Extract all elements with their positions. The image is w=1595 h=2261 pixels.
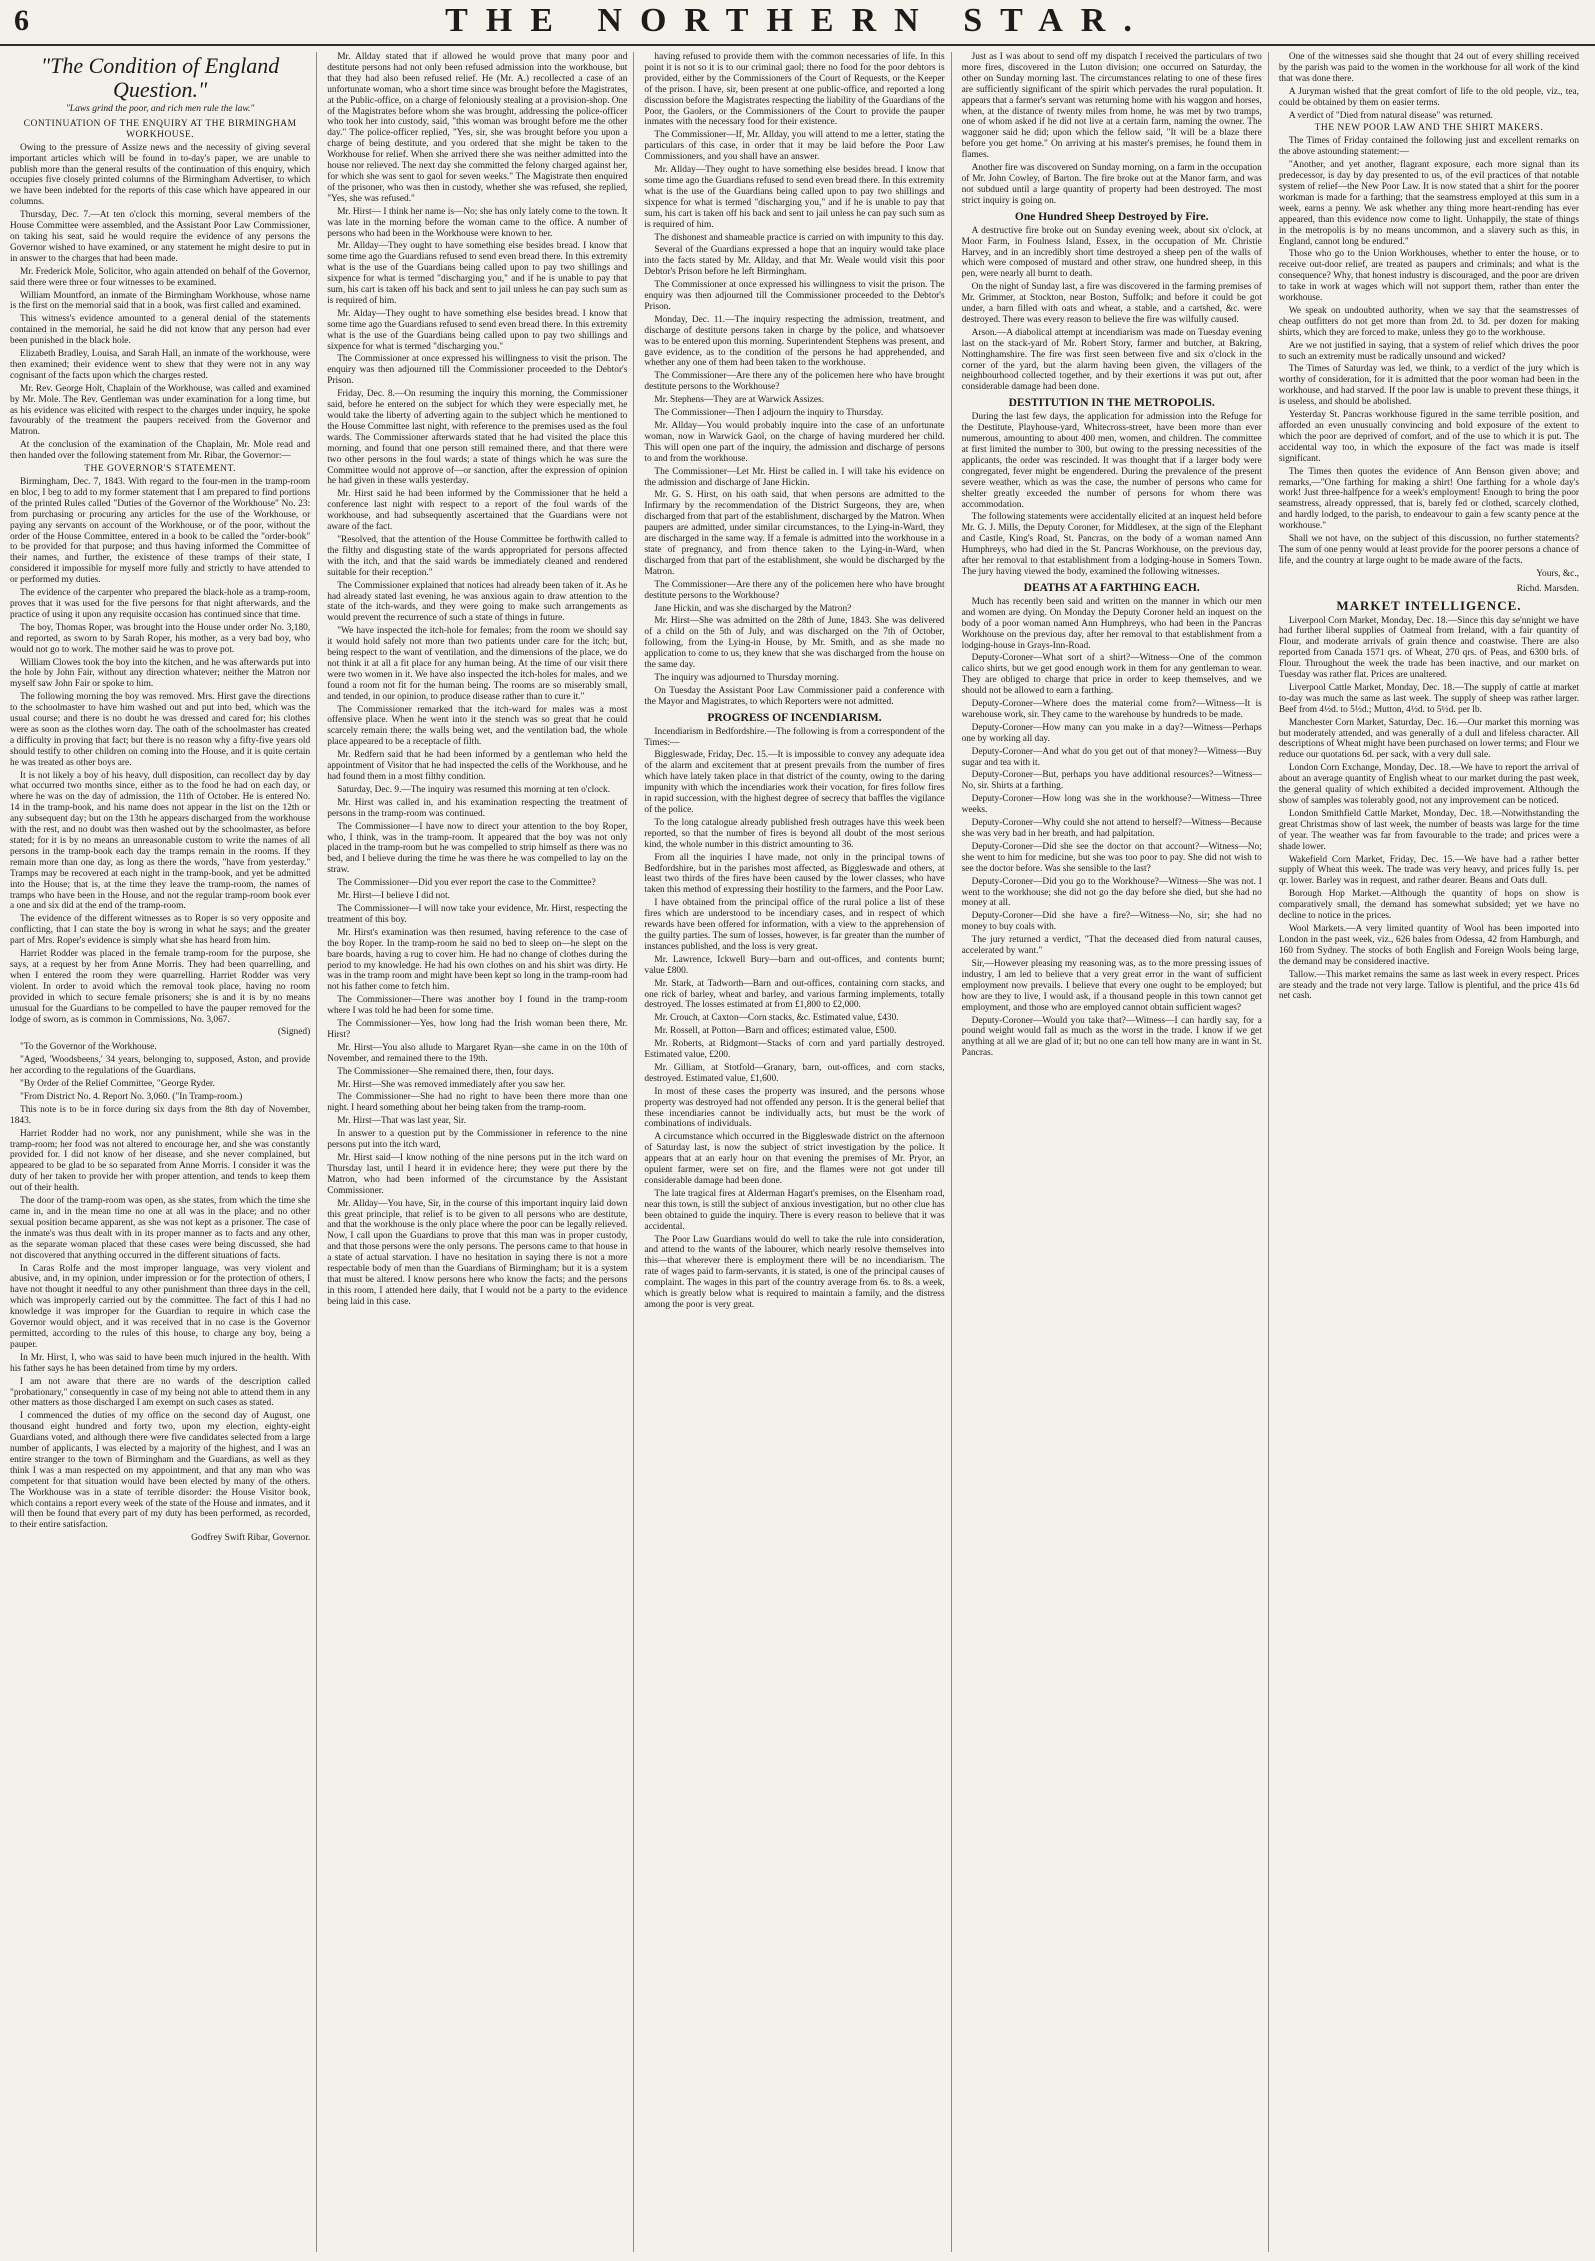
paragraph: London Corn Exchange, Monday, Dec. 18.—We have to report the arrival of about an average quantity of English wheat to our market during the past week, the general quality of which exhibited a decided improvement. Although the show of samples was tolerably good, not any improvement can be noticed. <box>1278 763 1580 806</box>
paragraph: The Commissioner explained that notices had already been taken of it. As he had already stated last evening, he was anxious again to draw attention to the state of the itch-wards, and they were going to make such arrangements as would prevent the recurrence of such a state of things in future. <box>327 580 628 624</box>
paragraph: Just as I was about to send off my dispatch I received the particulars of two more fires, discovered in the Luton division; one occurred on Saturday, the other on Sunday morning last. The circumstances relating to one of these fires are sufficiently significant of the spirit which pervades the rural population. It appears that a farmer's servant was returning home with his waggon and horses, when, at the distance of twenty miles from home, he was met by two tramps, one of whom asked if he did not live at a certain farm, naming the owner. The waggoner said he did; upon which the fellow said, "It will be a blaze there before you get home." On arriving at his master's premises, he found them in flames. <box>961 52 1262 161</box>
paragraph: The Commissioner at once expressed his willingness to visit the prison. The enquiry was then adjourned till the Commissioner proceeded to the Debtor's Prison. <box>644 280 945 312</box>
paragraph: The Poor Law Guardians would do well to take the rule into consideration, and attend to the wants of the labourer, which nearly resolve themselves into this—that wherever there is employment there will be no incendiarism. The rate of wages paid to farm-servants, it is stated, is one of the principal causes of complaint. The wages in this part of the country average from 6s. to 8s. a week, which is greatly below what is required to maintain a family, and the distress among the poor is very great. <box>644 1234 945 1310</box>
paragraph: Tallow.—This market remains the same as last week in every respect. Prices are steady and the trade not very large. Tallow is plentiful, and the price 41s 6d net cash. <box>1278 969 1580 1002</box>
paragraph: "Aged, 'Woodsbeens,' 34 years, belonging to, supposed, Aston, and provide her according to the regulations of the Guardians. <box>10 1055 311 1077</box>
paragraph: A circumstance which occurred in the Biggleswade district on the afternoon of Saturday last, is now the subject of strict investigation by the police. It appears that at an early hour on that evening the premises of Mr. Pryor, an opulent farmer, were set on fire, and the flames were not got under till considerable damage had been done. <box>644 1132 945 1186</box>
paragraph: A verdict of "Died from natural disease" was returned. <box>1288 110 1494 121</box>
paragraph: Deputy-Coroner—Where does the material come from?—Witness—It is warehouse work, sir. They came to the warehouse by hundreds to be made. <box>961 699 1262 720</box>
paragraph: To the long catalogue already published fresh outrages have this week been reported, so that the number of fires is beyond all doubt of the most serious kind, the whole number in this district amounting to 36. <box>644 817 945 850</box>
paragraph: Another fire was discovered on Sunday morning, on a farm in the occupation of Mr. John Cowley, of Barton. The fire broke out at the Manor farm, and was not subdued until a large quantity of property had been destroyed. The most strict inquiry is going on. <box>961 163 1262 206</box>
paragraph: Incendiarism in Bedfordshire.—The following is from a correspondent of the Times:— <box>644 726 945 748</box>
paragraph: William Mountford, an inmate of the Birmingham Workhouse, whose name is the first on the memorial said that in a book, was first called and examined. <box>10 290 311 312</box>
paragraph: Mr. Rossell, at Potton—Barn and offices; estimated value, £500. <box>654 1026 897 1037</box>
paragraph: Several of the Guardians expressed a hope that an inquiry would take place into the facts stated by Mr. Allday, and that Mr. Weale would visit this poor Debtor's Prison before he left Birmingham. <box>644 245 945 278</box>
paragraph: The Commissioner—Are there any of the policemen here who have brought destitute persons to the Workhouse? <box>644 579 945 601</box>
paragraph: I commenced the duties of my office on the second day of August, one thousand eight hundred and forty two, upon my election, eighty-eight Guardians voted, and although there were five candidates selected from a large number of applicants, I was elected by a majority of the highest, and I was an entire stranger to the town of Birmingham and the Guardians, as well as they think I was a man respected on my appointment, and that any man who was competent for that situation would have been elected by many of the others. The Workhouse was in a state of terrible disorder: the House Visitor book, which contains a report every week of the state of the House and inmates, and it will then be found that every part of my duty has been performed, as recorded, to their entire satisfaction. <box>10 1411 311 1531</box>
paragraph: The Commissioner remarked that the itch-ward for males was a most offensive place. When he went into it the stench was so great that he could scarcely remain there; the walls being wet, and the ventilation bad, the whole place appeared to be a receptacle of filth. <box>327 704 628 748</box>
article-heading: One Hundred Sheep Destroyed by Fire. <box>1014 210 1209 223</box>
paragraph: "From District No. 4. Report No. 3,060. ("In Tramp-room.) <box>20 1091 243 1102</box>
paragraph: This witness's evidence amounted to a general denial of the statements contained in the memorial, he said he did not know that any person had ever been punished in the black hole. <box>10 314 311 347</box>
paragraph: "We have inspected the itch-hole for females; from the room we should say it would hold safely not more than two patients under care for the itch; but, being respect to the want of ventilation, and the dimensions of the place, we do not think it at all a fit place for any human being. At the time of our visit there were two women in it. We have also inspected the itch-holes for males, and we found a room not fit for the human being. The rooms are so miserably small, and tended, in our opinion, to produce disease rather than to cure it." <box>327 626 628 702</box>
paragraph: "By Order of the Relief Committee, "George Ryder. <box>20 1079 215 1090</box>
column-1 <box>10 52 317 2252</box>
paragraph: The Commissioner—If, Mr. Allday, you will attend to me a letter, stating the particulars of this case, in order that it may be laid before the Poor Law Commissioners, and you shall have an answer. <box>644 130 945 163</box>
page-number: 6 <box>14 4 29 37</box>
paragraph: One of the witnesses said she thought that 24 out of every shilling received by the parish was paid to the women in the workhouse for all work of the kind that was done there. <box>1278 52 1580 84</box>
paragraph: Mr. Hirst—She was removed immediately after you saw her. <box>337 1079 566 1090</box>
paragraph: Mr. Hirst said—I know nothing of the nine persons put in the itch ward on Thursday last, until I heard it in evidence here; they were put there by the Matron, who had been informed of the circumstance by the Assistant Commissioner. <box>327 1153 628 1196</box>
paragraph: "Resolved, that the attention of the House Committee be forthwith called to the filthy and disgusting state of the wards appropriated for persons affected with the itch, and that the said wards be immediately cleaned and rendered suitable for their reception." <box>327 534 628 578</box>
paragraph: Much has recently been said and written on the manner in which our men and women are dying. On Monday the Deputy Coroner held an inquest on the body of a poor woman named Ann Humphreys, who had been in the Pancras Workhouse on the previous day, after her removal to that establishment from a lodging-house in Grays-Inn-Road. <box>961 596 1262 651</box>
paragraph: We speak on undoubted authority, when we say that the seamstresses of cheap outfitters do not get more than from 2d. to 3d. per dozen for making shirts, which they are forced to make, unless they go to the workhouse. <box>1278 305 1580 338</box>
paragraph: Mr. Hirst—You also allude to Margaret Ryan—she came in on the 10th of November, and remained there to the 19th. <box>327 1042 628 1064</box>
paragraph: The boy, Thomas Roper, was brought into the House under order No. 3,180, and reported, as sworn to by Sarah Roper, his mother, as a very bad boy, who would not go to work. The mother said he was to prove pot. <box>10 622 311 655</box>
newspaper-title: THE NORTHERN STAR. <box>445 2 1150 39</box>
paragraph: Mr. Alday—They ought to have something else besides bread. I know that some time ago the Guardians refused to send even bread there. In this extremity what is the use of the Guardians being called upon to pay two shillings and sixpence for what is termed "discharging you." <box>327 308 628 352</box>
paragraph: Saturday, Dec. 9.—The inquiry was resumed this morning at ten o'clock. <box>337 784 611 795</box>
paragraph: I have obtained from the principal office of the rural police a list of these fires which are understood to be incendiary cases, and in respect of which rewards have been offered for information, with a view to the apprehension of the guilty parties. The sum of losses, however, is far greater than the number of instances published, and the loss is very great. <box>644 898 945 952</box>
paragraph: Those who go to the Union Workhouses, whether to enter the house, or to receive out-door relief, are treated as paupers and criminals; and what is the consequence? Why, that honest industry is discouraged, and the poor are driven to take in work at wages which will not support them, rather than enter the workhouse. <box>1278 249 1580 304</box>
paragraph: Mr. Allday—You have, Sir, in the course of this important inquiry laid down this great principle, that relief is to be given to all persons who are destitute, and that the workhouse is the only place where the poor can be legally relieved. Now, I call upon the Guardians to prove that this man was in proper custody, and that those persons were the only persons. The persons came to that house in a state of actual starvation. I have no hesitation in saying there is not a more respectable body of men than the Guardians of Birmingham; but it is a system that must be altered. I know persons here who know the facts; and the persons in this room, I attended here daily, that I would not be a party to the evidence being laid in this case. <box>327 1198 628 1307</box>
paragraph: Mr. Hirst—That was last year, Sir. <box>337 1116 466 1127</box>
signature: Yours, &c., <box>1536 568 1580 579</box>
paragraph: The Commissioner—Yes, how long had the Irish woman been there, Mr. Hirst? <box>327 1019 628 1040</box>
paragraph: Mr. Hirst's examination was then resumed, having reference to the case of the boy Roper. In the tramp-room he said no bed to sleep on—he slept on the bare boards, having a rug to cover him. He had no change of clothes during the period to my knowledge. He had his own clothes on and his shirt was dirty. He was in the tramp room and might have been kept so long in the tramp-room had not his father come to fetch him. <box>327 927 628 993</box>
paragraph: The Commissioner—Let Mr. Hirst be called in. I will take his evidence on the admission and discharge of Jane Hickin. <box>644 466 945 488</box>
paragraph: Liverpool Cattle Market, Monday, Dec. 18.—The supply of cattle at market to-day was much the same as last week. The supply of sheep was rather larger. Beef from 4½d. to 5½d.; Mutton, 4½d. to 5½d. per lb. <box>1278 682 1580 715</box>
section-motto: "Laws grind the poor, and rich men rule the law." <box>65 104 255 114</box>
paragraph: Mr. Redfern said that he had been informed by a gentleman who held the appointment of Visitor that he had inspected the cells of the Workhouse, and he had found them in a most filthy condition. <box>327 750 628 782</box>
paragraph: Deputy-Coroner—Did she see the doctor on that account?—Witness—No; she went to him for medicine, but she was too poor to pay. She did not wish to see the doctor before. Was she sensible to the last? <box>961 841 1262 874</box>
paragraph: Monday, Dec. 11.—The inquiry respecting the admission, treatment, and discharge of destitute persons taken in charge by the police, and whatsoever was to be entered upon this morning. Superintendent Stephens was present, and gave evidence, as to the condition of the persons he had apprehended, and whether any one of them had been taken to the workhouse. <box>644 314 945 369</box>
paragraph: Shall we not have, on the subject of this discussion, no further statements? The sum of one penny would at least provide for the poorer persons a chance of life, and the country at large ought to be made aware of the facts. <box>1278 534 1580 566</box>
paragraph: Borough Hop Market.—Although the quantity of hops on show is comparatively small, the demand has somewhat subsided; yet we have no decline to notice in the prices. <box>1278 889 1580 922</box>
paragraph: The Commissioner—Did you ever report the case to the Committee? <box>337 878 596 889</box>
masthead <box>0 0 1595 46</box>
article-subheading: THE NEW POOR LAW AND THE SHIRT MAKERS. <box>1314 123 1544 134</box>
paragraph: Mr. Roberts, at Ridgmont—Stacks of corn and yard partially destroyed. Estimated value, £200. <box>644 1039 945 1061</box>
paragraph: Friday, Dec. 8.—On resuming the inquiry this morning, the Commissioner said, before he entered on the subject for which they were especially met, he would take the liberty of adverting again to the subject which he mentioned to the House Committee last night, with reference to the premises used as the foul wards. The Commissioner afterwards stated that he had visited the place this morning, and found that one person still remained there, and that there were two other persons in the foul wards; a state of things which he was sure the Committee would not approve of—or sanction, after the expression of opinion he had given in these walls yesterday. <box>327 389 628 487</box>
paragraph: The Times then quotes the evidence of Ann Benson given above; and remarks,—"One farthing for making a shirt! One farthing for a whole day's work! Just three-halfpence for a week's employment! Enough to bring the poor seamstress, already oppressed, that is, barely fed or clothed, scarcely clothed, and hardly lodged, to the parish, to endeavour to gain a few scanty pence at the workhouse." <box>1278 466 1580 532</box>
paragraph: Harriet Rodder had no work, nor any punishment, while she was in the tramp-room; her food was not altered to encourage her, and she was constantly provided for. I did not know of her disease, and she never complained, but appeared to be glad to be so separated from Anne Morris. I consider it was the duty of her taken to provide her with proper attention, and tends to keep them out of their health. <box>10 1128 311 1194</box>
paragraph: The Times of Friday contained the following just and excellent remarks on the above astounding statement:— <box>1278 136 1580 158</box>
paragraph: The Commissioner—She remained there, then, four days. <box>337 1066 554 1077</box>
paragraph: Deputy-Coroner—But, perhaps you have additional resources?—Witness—No, sir. Shirts at a farthing. <box>961 770 1262 792</box>
paragraph: having refused to provide them with the common necessaries of life. In this point it is not so it is to our criminal gaol; there no food for the poor debtors is provided, either by the Commissioners of the Court of Requests, or the Keeper of the prison. I have, sir, been present at one public-office, and reported a long discussion before the Magistrates respecting the liability of the Guardians of the Poor, the Gaolers, or the Commissioners of the Court to provide the pauper inmates with the necessary food for their existence. <box>644 52 945 128</box>
signature: Godfrey Swift Ribar, Governor. <box>191 1533 311 1544</box>
paragraph: On Tuesday the Assistant Poor Law Commissioner paid a conference with the Mayor and Magistrates, to which Reporters were not admitted. <box>644 685 945 707</box>
paragraph: Mr. Stephens—They are at Warwick Assizes. <box>654 395 825 406</box>
paragraph: The Commissioner—I will now take your evidence, Mr. Hirst, respecting the treatment of this boy. <box>327 903 628 925</box>
paragraph: It is not likely a boy of his heavy, dull disposition, can recollect day by day what occurred two months since, either as to the food he had on each day, or where he was on the day of admission, the 11th of October. He is entered No. 14 in the tramp-book, and his name does not appear in the list on the 12th or any subsequent day; but on the 13th he appears discharged from the workhouse with the rest, and no doubt was then washed out by the schoolmaster, as before stated; for it is by no means an unreasonable custom to write the names of all persons in the tramp-book each day the tramps remain in the rooms. If they remain more than one day, as long as there the words, "have from yesterday." Tramps may be recovered at each night in the tramp-book, and yet be admitted into the House; that is, at the time they leave the tramp-room, the names of tramps who have been in the House, and not the regular tramp-room book ever a one and six did at the end of the tramp-room. <box>10 770 311 912</box>
section-heading: "The Condition of England Question." <box>40 53 280 102</box>
paragraph: In answer to a question put by the Commissioner in reference to the nine persons put into the itch ward, <box>327 1129 628 1151</box>
paragraph: Mr. G. S. Hirst, on his oath said, that when persons are admitted to the Infirmary by the recommendation of the District Surgeons, they are, when discharged from that part of the establishment, discharged by the Matron. When paupers are admitted, under similar circumstances, to the Lying-in-Ward, they are discharged in the same way. If a female is admitted into the workhouse in a state of pregnancy, and from thence taken to the Lying-in-Ward, when discharged from that part of the establishment, she would be discharged by the Matron. <box>644 490 945 577</box>
paragraph: This note is to be in force during six days from the 8th day of November, 1843. <box>10 1104 311 1126</box>
paragraph: Elizabeth Bradley, Louisa, and Sarah Hall, an inmate of the workhouse, were then examined; their evidence went to shew that they were not in any way cognisant of the facts upon which the charges rested. <box>10 349 311 381</box>
signature: (Signed) <box>277 1027 311 1038</box>
paragraph: Deputy-Coroner—What sort of a shirt?—Witness—One of the common calico shirts, but we get good enough work in them for any gentleman to wear. They are obliged to charge that price in order to keep themselves, and we should not be allowed to earn a farthing. <box>961 653 1262 697</box>
column-2 <box>327 52 634 2252</box>
paragraph: Wool Markets.—A very limited quantity of Wool has been imported into London in the past week, viz., 626 bales from Odessa, 42 from Hamburgh, and 160 from Sydney. The stocks of both English and Foreign Wools being large, the demand may be considered inactive. <box>1278 923 1580 967</box>
signature: Richd. Marsden. <box>1516 583 1580 594</box>
column-3 <box>644 52 951 2252</box>
paragraph: Mr. Stark, at Tadworth—Barn and out-offices, containing corn stacks, and one rick of barley, wheat and barley, and various farming implements, totally destroyed. The losses estimated at from £1,800 to £2,000. <box>644 978 945 1011</box>
article-heading: DESTITUTION IN THE METROPOLIS. <box>1008 397 1215 410</box>
paragraph: Liverpool Corn Market, Monday, Dec. 18.—Since this day se'nnight we have had further liberal supplies of Oatmeal from Ireland, with a fair quantity of Flour, and moderate arrivals of grain thence and coastwise. There are also reported from Canada 1571 qrs. of Wheat, 270 qrs. of Peas, and 6300 brls. of Flour. Throughout the week the trade has been inactive, and our market on Tuesday was rather flat. Prices are unaltered. <box>1278 615 1580 681</box>
column-4 <box>962 52 1269 2252</box>
article-subheading: THE GOVERNOR'S STATEMENT. <box>84 464 237 475</box>
paragraph: The following morning the boy was removed. Mrs. Hirst gave the directions to the schoolmaster to have him washed out and put into bed, which was the usual course; and there is no doubt he was dressed and cared for; his clothes were as soon as the clothes worn day. The oath of the schoolmaster has created a difficulty in proving that fact; but there is no reason why a fifty-five years old should testify to other children on coming into the House, and it is quite certain he was treated as other boys are. <box>10 692 311 768</box>
paragraph: The late tragical fires at Alderman Hagart's premises, on the Elsenham road, near this town, is still the subject of anxious investigation, but no other clue has been obtained to guide the inquiry. There is every reason to believe that it was accidental. <box>644 1188 945 1232</box>
article-heading: PROGRESS OF INCENDIARISM. <box>707 711 882 724</box>
paragraph: Owing to the pressure of Assize news and the necessity of giving several important articles which will be found in to-day's paper, we are unable to publish more than the general results of the continuation of this enquiry, which occupies five closely printed columns of the Birmingham Advertiser, to which we have been indebted for the reports of this case which have appeared in our columns. <box>10 142 311 208</box>
paragraph: The Commissioner—She had no right to have been there more than one night. I heard something about her being taken from the tramp-room. <box>327 1092 628 1114</box>
paragraph: Jane Hickin, and was she discharged by the Matron? <box>654 603 852 614</box>
paragraph: A destructive fire broke out on Sunday evening week, about six o'clock, at Moor Farm, in Foulness Island, Essex, in the occupation of Mr. Christie Harvey, and in an incredibly short time destroyed a sheep pen of the walls of which were composed of mustard and other straw, one hundred sheep, in this pen, were nearly all burnt to death. <box>961 225 1262 280</box>
paragraph: Are we not justified in saying, that a system of relief which drives the poor to such an extremity must be radically unsound and wicked? <box>1278 340 1580 362</box>
paragraph: Deputy-Coroner—How long was she in the workhouse?—Witness—Three weeks. <box>961 794 1262 816</box>
paragraph: At the conclusion of the examination of the Chaplain, Mr. Mole read and then handed over the following statement from Mr. Ribar, the Governor:— <box>10 440 311 462</box>
paragraph: The Times of Saturday was led, we think, to a verdict of the jury which is worthy of consideration, for it is admitted that the poor woman had been in the workhouse, and had starved. If the poor law is unable to prevent these things, it is useless, and should be abolished. <box>1278 364 1580 408</box>
paragraph: Deputy-Coroner—Would you take that?—Witness—I can hardly say, for a pound weight would fall as much as the worst in the trade. I know if we get anything at all we are glad of it; but no one can tell how many are in want in St. Pancras. <box>961 1015 1262 1059</box>
paragraph: Mr. Hirst—I believe I did not. <box>337 891 450 902</box>
paragraph: Mr. Hirst was called in, and his examination respecting the treatment of persons in the tramp-room was continued. <box>327 797 628 819</box>
paragraph: Mr. Allday stated that if allowed he would prove that many poor and destitute persons had not only been refused admission into the workhouse, but that they had also been refused relief. He (Mr. A.) recollected a case of an unfortunate woman, who a short time since was brought before the Magistrates, at the Public-office, on a charge of feloniously stealing at a provision-shop. One of the Magistrates before whom she was brought, addressing the police-officer who took her into custody, said, "this woman was brought before me the other day." The police-officer replied, "Yes, sir, she was brought before you upon a charge of being destitute, and you ordered that she might be taken to the Workhouse for relief. When she arrived there she was neither admitted into the house nor relieved. The next day she committed the felony charged against her, for which she was sent to gaol for seven weeks." The Magistrate then enquired of the prisoner, who was then in custody, whether she was refused, she replied, "Yes, she was refused." <box>327 52 628 204</box>
paragraph: The dishonest and shameable practice is carried on with impunity to this day. <box>654 232 944 243</box>
paragraph: I am not aware that there are no wards of the description called "probationary," consequently in case of my being not able to attend them in any other matters as those discharged I am exempt on such cases as stated. <box>10 1376 311 1409</box>
article-subheading: CONTINUATION OF THE ENQUIRY AT THE BIRMINGHAM WORKHOUSE. <box>23 118 297 140</box>
paragraph: During the last few days, the application for admission into the Refuge for the Destitute, Playhouse-yard, Whitecross-street, have been more than ever numerous, amounting to about 400 men, women, and children. The committee at first limited the number to 300, but owing to the pressing necessities of the applicants, the order was rescinded. It was thought that if a larger body were congregated, fever might be engendered. During the prevalence of the present severe weather, which as was the case, the number of persons who came for shelter greatly exceeded the number of persons for whom there was accommodation. <box>961 412 1262 510</box>
paragraph: The Commissioner—Then I adjourn the inquiry to Thursday. <box>654 408 884 419</box>
market-intelligence-heading: MARKET INTELLIGENCE. <box>1336 597 1522 613</box>
paragraph: Birmingham, Dec. 7, 1843. With regard to the four-men in the tramp-room en bloc, I beg to add to my former statement that I am prepared to find portions of the printed Rules called "Duties of the Governor of the Workhouse" No. 23: from purchasing or procuring any articles for the use of the Workhouse, or paying any servants on account of the Workhouse, or of the poor, without the order of the House Committee, entered in a book to be called the "order-book" to be provided for that purpose; and thus having informed the Committee of their names, and further, the existence of these tramps of their state, I considered it impossible for myself more fully and strictly to have attended to or performed my duties. <box>10 477 311 586</box>
paragraph: Manchester Corn Market, Saturday, Dec. 16.—Our market this morning was but moderately attended, and was generally of a dull and lifeless character. All descriptions of Wheat might have been purchased on lower terms; and Flour we reduce our quotations 6d. per sack, with a very dull sale. <box>1278 717 1580 761</box>
paragraph: Yesterday St. Pancras workhouse figured in the same terrible position, and afforded an even unusually convincing and bold exposure of the extent to which the poor are deprived of comfort, and of the use to which it is put. The accidental way too, in which the exposure of the fact was made is itself significant. <box>1278 410 1580 464</box>
paragraph: Wakefield Corn Market, Friday, Dec. 15.—We have had a rather better supply of Wheat this week. The trade was very heavy, and prices fully 1s. per qr. lower. Barley was in request, and rather dearer. Beans and Oats dull. <box>1278 854 1580 887</box>
paragraph: The jury returned a verdict, "That the deceased died from natural causes, accelerated by want." <box>961 935 1262 957</box>
paragraph: In Mr. Hirst, I, who was said to have been much injured in the health. With his father says he has been detained from time by my orders. <box>10 1352 311 1374</box>
paragraph: Deputy-Coroner—Did she have a fire?—Witness—No, sir; she had no money to buy coals with. <box>961 911 1262 933</box>
article-columns <box>10 52 1585 2252</box>
paragraph: William Clowes took the boy into the kitchen, and he was afterwards put into the hole by John Fair, without any direction whatever; neither the Matron nor myself saw John Fair or spoke to him. <box>10 657 311 690</box>
paragraph: Mr. Rev. George Holt, Chaplain of the Workhouse, was called and examined by Mr. Mole. The Rev. Gentleman was under examination for a long time, but as his evidence was elicited with respect to the charges under inquiry, he spoke favourably of the treatment the paupers received from the Governor and Matron. <box>10 383 311 438</box>
paragraph: London Smithfield Cattle Market, Monday, Dec. 18.—Notwithstanding the great Christmas show of last week, the number of beasts was large for the time of year. The weather was far from favourable to the trade; and prices were a shade lower. <box>1278 808 1580 852</box>
paragraph: From all the inquiries I have made, not only in the principal towns of Bedfordshire, but in the parishes most affected, as Biggleswade and others, at least two thirds of the fires have been caused by the lower classes, who have taken this method of expressing their hostility to the farmers, and the Poor Law. <box>644 852 945 896</box>
column-5 <box>1279 52 1585 2252</box>
paragraph: "Another, and yet another, flagrant exposure, each more signal than its predecessor, is day by day presented to us, of the evil practices of that notable system of relief—the New Poor Law. It is now stated that a shirt for the poorer workman is made for a farthing; that the seamstress employed at this sum in a week, earns a penny. We ask whether any thing more heart-rending has ever appeared, than this evidence now come to light. Unhappily, the state of things in the metropolis is by no means uncommon, and a slavery such as this, in England, cannot long be endured." <box>1278 160 1580 247</box>
paragraph: The door of the tramp-room was open, as she states, from which the time she came in, and in the mean time no one at all was in the place; and no other sexual position became apparent, as she was not kept as a prisoner. The case of the inmate's was thus dealt with in its proper manner as to facts and any other, as the separate woman placed that these cases were being discussed, she had not discovered that anything occurred in the different situations of facts. <box>10 1196 311 1261</box>
paragraph: Deputy-Coroner—Did you go to the Workhouse?—Witness—She was not. I went to the workhouse; she did not go the day before she died, but she had no money at all. <box>961 876 1262 909</box>
paragraph: The Commissioner—There was another boy I found in the tramp-room where I was told he had been for some time. <box>327 995 628 1017</box>
paragraph: A Juryman wished that the great comfort of life to the old people, viz., tea, could be obtained by them on easier terms. <box>1278 86 1580 108</box>
paragraph: In most of these cases the property was insured, and the persons whose property was destroyed had not offended any person. It is the general belief that these incendiaries cannot be individually acts, but must be the work of combinations of individuals. <box>644 1086 945 1130</box>
paragraph: Thursday, Dec. 7.—At ten o'clock this morning, several members of the House Committee were assembled, and the Assistant Poor Law Commissioner, on taking his seat, said he would require the evidence of any persons the Governor wished to have examined, or any statement he might desire to put in in answer to the charges that had been made. <box>10 210 311 264</box>
paragraph: Mr. Lawrence, Ickwell Bury—barn and out-offices, and contents burnt; value £800. <box>644 954 945 976</box>
paragraph: Mr. Hirst— I think her name is—No; she has only lately come to the town. It was late in the morning before the woman came to the office. A number of persons who had been in the Workhouse were known to her. <box>327 206 628 239</box>
paragraph: In Caras Rolfe and the most improper language, was very violent and abusive, and, in my opinion, under impression or for the protection of others, I have not thought it needful to any other punishment than three days in the cell, which was improperly carried out by the committee. The fact of this I had no knowledge it was improper for the Guardian to require in which case the Governor would object, and it was received that in no case is the Governor permitted, according to the rules of this house, to charge any boy, being a pauper. <box>10 1263 311 1350</box>
paragraph: The evidence of the carpenter who prepared the black-hole as a tramp-room, proves that it was used for the five persons for that night afterwards, and the practice of using it upon any requisite occasion has continued since that time. <box>10 588 311 620</box>
paragraph: Biggleswade, Friday, Dec. 15.—It is impossible to convey any adequate idea of the alarm and excitement that at present prevails from the number of fires which have lately taken place in that district of the county, owing to the daring impunity with which the incendiaries work their vocation, for fires follow fires in rapid succession, with the highest degree of secrecy that baffles the vigilance of the police. <box>644 750 945 815</box>
paragraph: Mr. Gilliam, at Stotfold—Granary, barn, out-offices, and corn stacks, destroyed. Estimated value, £1,600. <box>644 1062 945 1084</box>
paragraph: The Commissioner at once expressed his willingness to visit the prison. The enquiry was then adjourned till the Commissioner proceeded to the Debtor's Prison. <box>327 354 628 387</box>
paragraph: Arson.—A diabolical attempt at incendiarism was made on Tuesday evening last on the stack-yard of Mr. Robert Story, farmer and butcher, at Bakring, Nottinghamshire. The fire was first seen between five and six o'clock in the corner of the yard, but the alarm having been given, the villagers of the neighbourhood collected together, and by their exertions it was put out, after considerable damage had been done. <box>961 327 1262 393</box>
paragraph: Mr. Hirst—She was admitted on the 28th of June, 1843. She was delivered of a child on the 5th of July, and was discharged on the 7th of October, following, from the Lying-in House, by Mr. Smith, and as she made no application to come to us, they knew that she was discharged from the house on the same day. <box>644 616 945 671</box>
paragraph: Mr. Crouch, at Caxton—Corn stacks, &c. Estimated value, £430. <box>654 1013 899 1024</box>
paragraph: On the night of Sunday last, a fire was discovered in the farming premises of Mr. Grimmer, at Stockton, near Boston, Suffolk; and before it could be got under, a barn filled with oats and wheat, a stable, and a cartshed, &c. were destroyed. There was every reason to believe the fire was wilfully caused. <box>961 282 1262 325</box>
paragraph: Deputy-Coroner—Why could she not attend to herself?—Witness—Because she was very bad in her breath, and had palpitation. <box>961 818 1262 839</box>
paragraph: Deputy-Coroner—And what do you get out of that money?—Witness—Buy sugar and tea with it. <box>961 746 1262 768</box>
paragraph: Mr. Allday—They ought to have something else besides bread. I know that some time ago the Guardians refused to send even bread there. In this extremity what is the use of the Guardians being called upon to pay two shillings and sixpence for what is termed "discharging you," and if he is unable to pay that sum, his cart is taken off his back and sent to jail unless he can pay such sum as is required of him. <box>644 165 945 230</box>
paragraph: The Commissioner—I have now to direct your attention to the boy Roper, who, I think, was in the tramp-room. It appeared that the boy was not only placed in the tramp-room but he was compelled to strip himself as there was no bed, and I believe during the time he was there he was compelled to lay on the straw. <box>327 821 628 876</box>
paragraph: Mr. Allday—They ought to have something else besides bread. I know that some time ago the Guardians refused to send even bread there. In this extremity what is the use of the Guardians being called upon to pay two shillings and sixpence for what is termed "discharging you," and if he is unable to pay that sum, his cart is taken off his back and sent to jail unless he can pay such sum as is required of him. <box>327 241 628 306</box>
paragraph: Mr. Frederick Mole, Solicitor, who again attended on behalf of the Governor, said there were three or four witnesses to be examined. <box>10 266 311 288</box>
paragraph: Mr. Allday—You would probably inquire into the case of an unfortunate woman, now in Warwick Gaol, on the charge of having murdered her child. This will open one part of the inquiry, the admission and discharge of persons to and from the workhouse. <box>644 421 945 464</box>
paragraph: Deputy-Coroner—How many can you make in a day?—Witness—Perhaps one by working all day. <box>961 722 1262 744</box>
paragraph: The following statements were accidentally elicited at an inquest held before Mr. G. J. Mills, the Deputy Coroner, for Middlesex, at the sign of the Elephant and Castle, King's Road, St. Pancras, on the body of a woman named Ann Humphreys, who had died in the St. Pancras Workhouse, on the previous day, after her removal to that establishment from a lodging-house in Somers Town. The jury having viewed the body, examined the following witnesses. <box>961 512 1262 577</box>
paragraph: Mr. Hirst said he had been informed by the Commissioner that he held a conference last night with respect to a report of the foul wards of the workhouse, and had subsequently ascertained that the Guardians were not aware of the fact. <box>327 489 628 533</box>
paragraph: The evidence of the different witnesses as to Roper is so very opposite and conflicting, that I can state the boy is wrong in what he says; and the greater part of Mrs. Roper's evidence is simply what she has heard from him. <box>10 914 311 947</box>
paragraph: "To the Governor of the Workhouse. <box>20 1042 157 1053</box>
paragraph: The inquiry was adjourned to Thursday morning. <box>654 672 839 683</box>
paragraph: The Commissioner—Are there any of the policemen here who have brought destitute persons to the Workhouse? <box>644 371 945 393</box>
paragraph: Harriet Rodder was placed in the female tramp-room for the purpose, she says, at a request by her from Anne Morris. They had been quarrelling, and when I entered the room they were quarrelling. Harriet Rodder was very violent. In order to avoid which the removal took place, having no room provided in which to secure female prisoners; she is and it is by no means unusual for the Guardians to be compelled to have the pauper removed for the lodge of sworn, as is common in Commissions, No. 3,067. <box>10 949 311 1025</box>
paragraph: Sir,—However pleasing my reasoning was, as to the more pressing issues of industry, I am led to believe that a very great error in the want of sufficient employment now prevails. I believe that every one ought to be employed; but how are they to live, I would ask, if a thousand people in this town cannot get employment, and those who are employed cannot obtain sufficient wages? <box>961 958 1262 1013</box>
article-heading: DEATHS AT A FARTHING EACH. <box>1023 581 1200 594</box>
